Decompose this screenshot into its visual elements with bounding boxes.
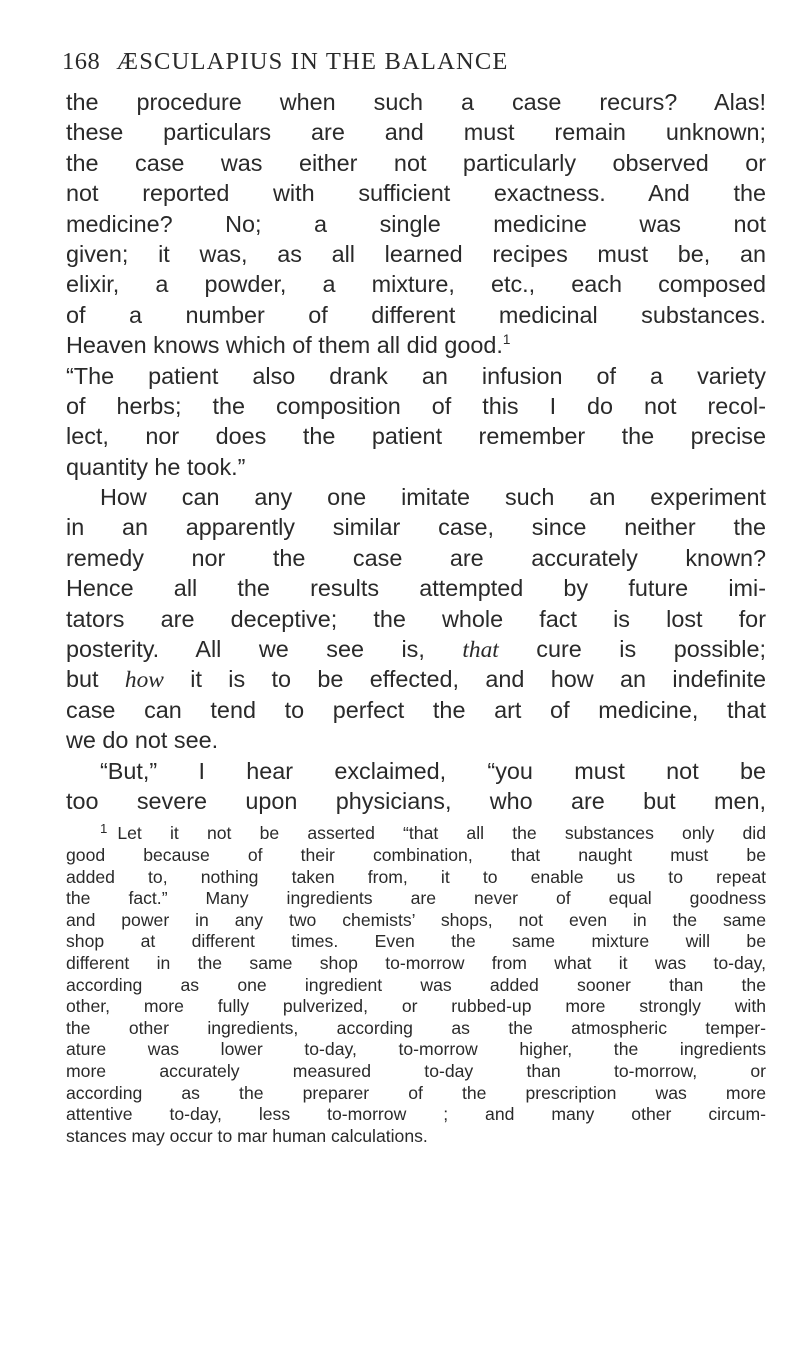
footnote-line: good because of their combination, that naught must be [66,844,766,865]
body-line: not reported with sufficient exactness. And the [66,180,766,207]
body-line: these particulars are and must remain unknown; [66,119,766,146]
body-line-with-emphasis [66,634,766,664]
body-line: the case was either not particularly observed or [66,149,766,176]
body-line: quantity he took.” [66,453,246,480]
emphasis-how: how [124,667,164,694]
footnote-line: according as one ingredient was added sooner than the [66,974,766,995]
footnote-line: stances may occur to mar human calculations. [66,1125,428,1146]
body-line-with-emphasis [66,664,766,694]
body-line: “The patient also drank an infusion of a variety [66,362,766,389]
footnote-line: added to, nothing taken from, it to enable us to repeat [66,866,766,887]
body-line: tators are deceptive; the whole fact is lost for [66,605,766,632]
body-line: given; it was, as all learned recipes must be, an [66,240,766,267]
footnote-line [66,820,766,845]
body-line: of herbs; the composition of this I do not recol- [66,392,766,419]
body-line: elixir, a powder, a mixture, etc., each composed [66,271,766,298]
body-line: case can tend to perfect the art of medicine, that [66,696,766,723]
body-line: of a number of different medicinal substances. [66,301,766,328]
body-text-run: posterity. All we see is, [66,636,425,663]
footnote-line: other, more fully pulverized, or rubbed-up more strongly with [66,996,766,1017]
body-line: “But,” I hear exclaimed, “you must not be [100,757,766,784]
body-line: medicine? No; a single medicine was not [66,210,766,237]
body-text [66,87,766,816]
page-number: 168 [62,48,101,75]
footnote-line: and power in any two chemists’ shops, not even in the same [66,909,766,930]
body-text-run: cure is possible; [536,636,767,663]
body-line: too severe upon physicians, who are but men, [66,787,766,814]
body-line: lect, nor does the patient remember the precise [66,423,766,450]
book-page [62,48,767,1147]
footnote-line: more accurately measured to-day than to-morrow, or [66,1060,766,1081]
body-line: the procedure when such a case recurs? Alas! [66,89,766,115]
body-line: in an apparently similar case, since neither the [66,514,766,541]
emphasis-that: that [462,637,499,664]
footnote-line: the other ingredients, according as the atmospheric temper- [66,1017,766,1038]
body-line: Hence all the results attempted by future imi- [66,575,766,602]
footnote-marker: 1 [100,820,108,836]
footnote-line: the fact.” Many ingredients are never of equal goodness [66,888,766,909]
body-text-run: it is to be effected, and how an indefinite [190,666,767,693]
footnote-reference: 1 [502,332,511,348]
running-head [62,48,766,76]
running-title: ÆSCULAPIUS IN THE BALANCE [116,48,509,75]
body-line: remedy nor the case are accurately known? [66,544,766,571]
body-line-text: Heaven knows which of them all did good. [66,332,503,359]
body-text-run: but [66,666,99,693]
footnote-line: according as the preparer of the prescription was more [66,1082,766,1103]
body-line: How can any one imitate such an experiment [100,484,766,511]
footnote-line: ature was lower to-day, to-morrow higher, the ingredients [66,1039,766,1060]
footnote [66,820,766,1147]
body-line: we do not see. [66,727,219,754]
footnote-line: shop at different times. Even the same mixture will be [66,931,766,952]
footnote-text-run: Let it not be asserted “that all the substances only did [117,823,766,844]
footnote-line: attentive to-day, less to-morrow ; and many other circum- [66,1104,766,1125]
body-line-with-footnote-ref [66,330,766,360]
footnote-line: different in the same shop to-morrow from what it was to-day, [66,952,766,973]
